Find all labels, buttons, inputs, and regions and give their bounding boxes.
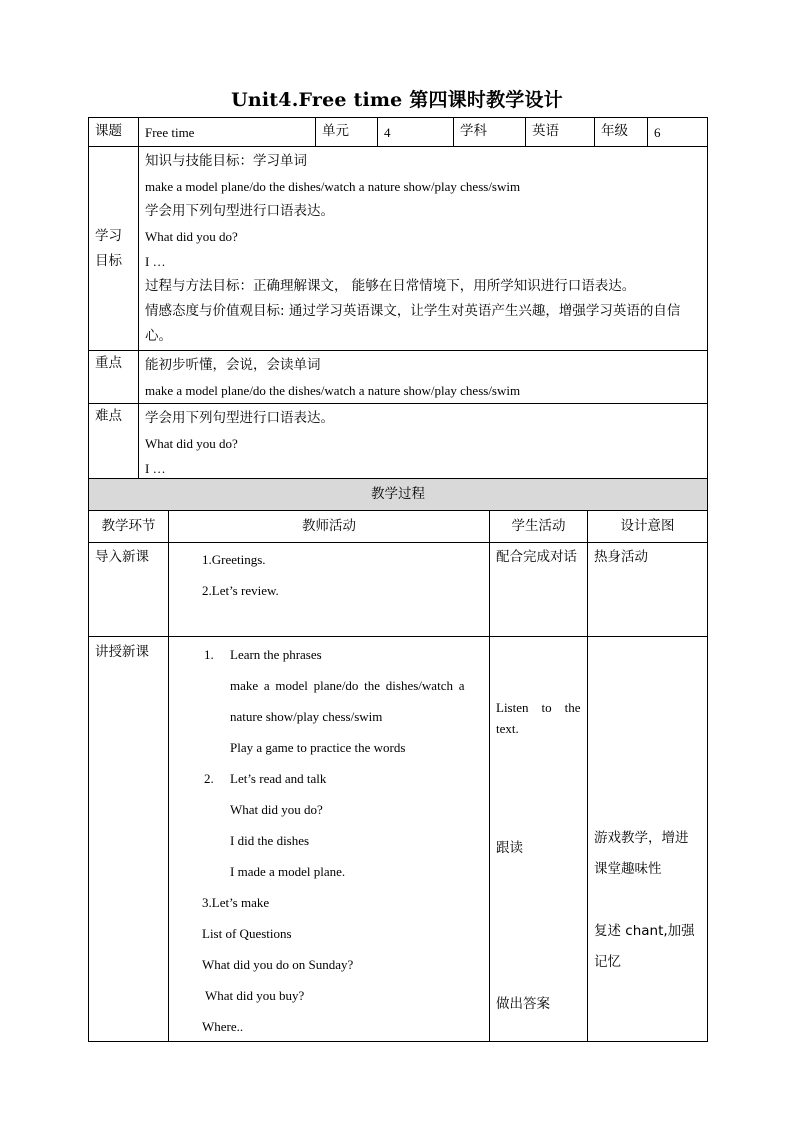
difficulty-line: What did you do? [145, 436, 238, 451]
student-listen-line1: Listen to the [496, 700, 581, 715]
step-text: nature show/play chess/swim [230, 709, 383, 724]
difficulty-line: 学会用下列句型进行口语表达。 [145, 410, 334, 426]
new-lesson-student [490, 637, 588, 1042]
intro-student: 配合完成对话 [490, 543, 588, 637]
key-point-line: make a model plane/do the dishes/watch a nature show/play chess/swim [145, 383, 521, 398]
step-text: What did you do? [230, 802, 323, 817]
teacher-step [169, 856, 489, 887]
intent-game-line1: 游戏教学，增进 [594, 830, 689, 846]
grade-value: 6 [648, 118, 708, 147]
lesson-info-table [88, 117, 708, 482]
column-header-row [89, 511, 708, 543]
teacher-step [169, 763, 489, 794]
difficulties-content [139, 404, 708, 482]
intro-row [89, 543, 708, 637]
step-text: Play a game to practice the words [230, 740, 406, 755]
course-value: 英语 [526, 118, 595, 147]
intro-stage: 导入新课 [89, 543, 169, 637]
teacher-step [169, 670, 489, 701]
teacher-step [169, 825, 489, 856]
difficulty-line: I … [145, 461, 166, 476]
objective-line: 情感态度与价值观目标: 通过学习英语课文，让学生对英语产生兴趣，增强学习英语的自信 [145, 303, 681, 319]
student-follow: 跟读 [496, 840, 523, 856]
step-text: Let’s read and talk [230, 771, 327, 786]
objective-line: 过程与方法目标：正确理解课文， 能够在日常情境下，用所学知识进行口语表达。 [145, 278, 636, 294]
objectives-content [139, 147, 708, 351]
intro-intent: 热身活动 [588, 543, 708, 637]
teacher-step [169, 701, 489, 732]
teacher-tail-line: What did you buy? [202, 988, 305, 1003]
step-text: Learn the phrases [230, 647, 322, 662]
difficulties-row [89, 404, 708, 482]
objectives-label [89, 147, 139, 351]
objective-line: I … [145, 254, 166, 269]
student-answer: 做出答案 [496, 996, 550, 1012]
intro-teacher-line: 1.Greetings. [202, 552, 266, 567]
intent-retell-line2: 记忆 [594, 954, 621, 970]
info-row [89, 118, 708, 147]
intent-game-line2: 课堂趣味性 [594, 861, 662, 877]
process-header-row [89, 479, 708, 511]
page-title: Unit4.Free time 第四课时教学设计 [231, 89, 563, 111]
key-points-label: 重点 [89, 351, 139, 404]
new-lesson-intent [588, 637, 708, 1042]
key-point-line: 能初步听懂，会说，会读单词 [145, 357, 321, 373]
course-label: 学科 [454, 118, 526, 147]
new-lesson-stage: 讲授新课 [89, 637, 169, 1042]
key-points-content [139, 351, 708, 404]
column-header-student: 学生活动 [490, 511, 588, 543]
step-text: make a model plane/do the dishes/watch a [230, 678, 465, 693]
teacher-step [169, 732, 489, 763]
teacher-step [169, 639, 489, 670]
step-text: I did the dishes [230, 833, 310, 848]
objectives-row [89, 147, 708, 351]
unit-label: 单元 [316, 118, 378, 147]
teacher-tail-line: What did you do on Sunday? [202, 957, 354, 972]
objective-line: 知识与技能目标：学习单词 [145, 153, 307, 169]
step-number: 2. [204, 771, 214, 786]
objective-line: 心。 [145, 328, 172, 344]
teaching-process-table [88, 478, 708, 1042]
intro-teacher-line: 2.Let’s review. [202, 583, 279, 598]
objectives-label-line2: 目标 [95, 252, 122, 269]
objective-line: What did you do? [145, 229, 238, 244]
intent-retell-line1: 复述 chant,加强 [594, 923, 695, 939]
new-lesson-row [89, 637, 708, 1042]
difficulties-label: 难点 [89, 404, 139, 482]
column-header-intent: 设计意图 [588, 511, 708, 543]
step-number: 1. [204, 647, 214, 662]
objectives-label-line1: 学习 [95, 227, 122, 244]
subject-value: Free time [139, 118, 316, 147]
teacher-tail-line: 3.Let’s make [202, 895, 270, 910]
column-header-teacher: 教师活动 [169, 511, 490, 543]
process-header: 教学过程 [89, 479, 708, 511]
intro-teacher [169, 543, 490, 637]
new-lesson-teacher [169, 637, 490, 1042]
grade-label: 年级 [595, 118, 648, 147]
teacher-step [169, 794, 489, 825]
unit-value: 4 [378, 118, 454, 147]
objective-line: make a model plane/do the dishes/watch a nature show/play chess/swim [145, 179, 521, 194]
column-header-stage: 教学环节 [89, 511, 169, 543]
key-points-row [89, 351, 708, 404]
student-listen-line2: text. [496, 721, 519, 736]
teacher-tail-line: List of Questions [202, 926, 292, 941]
teacher-tail-line: Where.. [202, 1019, 244, 1034]
step-text: I made a model plane. [230, 864, 346, 879]
subject-label: 课题 [89, 118, 139, 147]
objective-line: 学会用下列句型进行口语表达。 [145, 203, 334, 219]
